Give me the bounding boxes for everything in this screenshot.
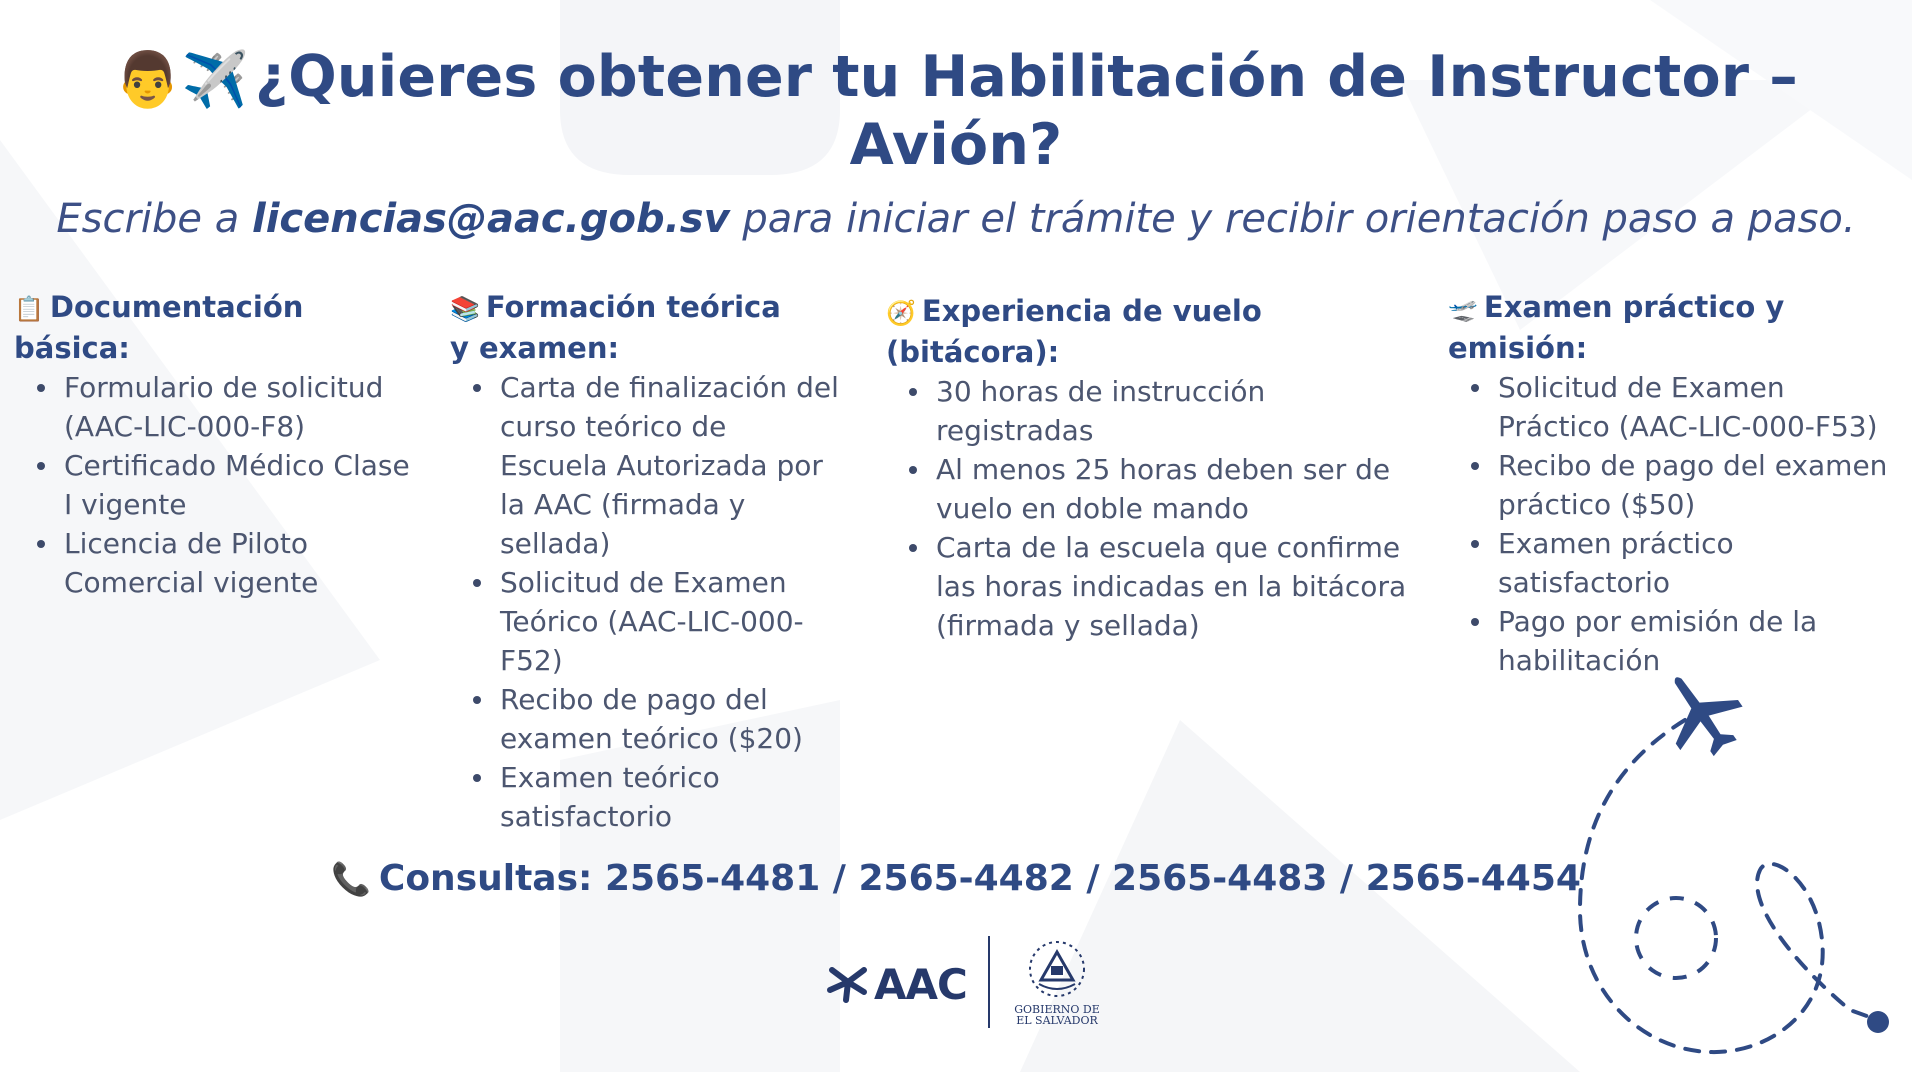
list-item: Recibo de pago del examen teórico ($20) bbox=[500, 680, 840, 758]
requirements-list bbox=[886, 372, 1416, 645]
requirements-list bbox=[1448, 368, 1898, 680]
section-documentacion bbox=[14, 288, 414, 602]
gobierno-logo bbox=[1012, 938, 1102, 1026]
aac-logo-icon bbox=[826, 960, 870, 1004]
section-heading: 🧭 Experiencia de vuelo (bitácora): bbox=[886, 294, 1262, 369]
section-experiencia bbox=[886, 292, 1426, 645]
list-item: Carta de finalización del curso teórico de Escuela Autorizada por la AAC (firmada y sellada) bbox=[500, 368, 840, 563]
title-text: ¿Quieres obtener tu Habilitación de Instructor – Avión? bbox=[254, 44, 1798, 178]
contact-email-link[interactable]: licencias@aac.gob.sv bbox=[251, 196, 730, 242]
requirements-list bbox=[14, 368, 414, 602]
gobierno-text: GOBIERNO DE EL SALVADOR bbox=[1014, 1003, 1100, 1027]
list-item: Al menos 25 horas deben ser de vuelo en doble mando bbox=[936, 450, 1416, 528]
list-item: Certificado Médico Clase I vigente bbox=[64, 446, 414, 524]
page-title bbox=[0, 44, 1912, 178]
list-item: Solicitud de Examen Teórico (AAC-LIC-000-F52) bbox=[500, 563, 840, 680]
list-item: Pago por emisión de la habilitación bbox=[1498, 602, 1898, 680]
list-item: Recibo de pago del examen práctico ($50) bbox=[1498, 446, 1898, 524]
clipboard-icon: 📋 bbox=[14, 295, 44, 323]
path-end-dot bbox=[1867, 1011, 1889, 1033]
logo-divider bbox=[988, 936, 990, 1028]
list-item: Examen teórico satisfactorio bbox=[500, 758, 840, 836]
section-heading: 🛫 Examen práctico y emisión: bbox=[1448, 290, 1785, 365]
aac-logo-text: AAC bbox=[874, 960, 967, 1009]
section-examen-practico bbox=[1448, 288, 1888, 680]
section-heading: 📋 Documentación básica: bbox=[14, 290, 304, 365]
list-item: Examen práctico satisfactorio bbox=[1498, 524, 1898, 602]
intro-suffix: para iniciar el trámite y recibir orientación paso a paso. bbox=[742, 196, 1856, 242]
intro-text bbox=[0, 196, 1912, 242]
contact-phones bbox=[0, 858, 1912, 899]
list-item: Carta de la escuela que confirme las horas indicadas en la bitácora (firmada y sellada) bbox=[936, 528, 1416, 645]
list-item: Solicitud de Examen Práctico (AAC-LIC-000-F53) bbox=[1498, 368, 1898, 446]
compass-icon: 🧭 bbox=[886, 299, 916, 327]
intro-prefix: Escribe a bbox=[56, 196, 240, 242]
list-item: Formulario de solicitud (AAC-LIC-000-F8) bbox=[64, 368, 414, 446]
takeoff-icon: 🛫 bbox=[1448, 295, 1478, 323]
pilot-emoji-icon: 👨✈️ bbox=[114, 48, 249, 111]
coat-of-arms-icon bbox=[1025, 938, 1089, 1000]
phone-icon: 📞 bbox=[331, 860, 371, 898]
section-heading: 📚 Formación teórica y examen: bbox=[450, 290, 781, 365]
books-icon: 📚 bbox=[450, 295, 480, 323]
list-item: 30 horas de instrucción registradas bbox=[936, 372, 1416, 450]
section-formacion bbox=[450, 288, 850, 836]
list-item: Licencia de Piloto Comercial vigente bbox=[64, 524, 414, 602]
airplane-icon bbox=[1645, 670, 1757, 770]
contact-text: Consultas: 2565-4481 / 2565-4482 / 2565-4483 / 2565-4454 bbox=[378, 858, 1581, 899]
requirements-list bbox=[450, 368, 840, 836]
